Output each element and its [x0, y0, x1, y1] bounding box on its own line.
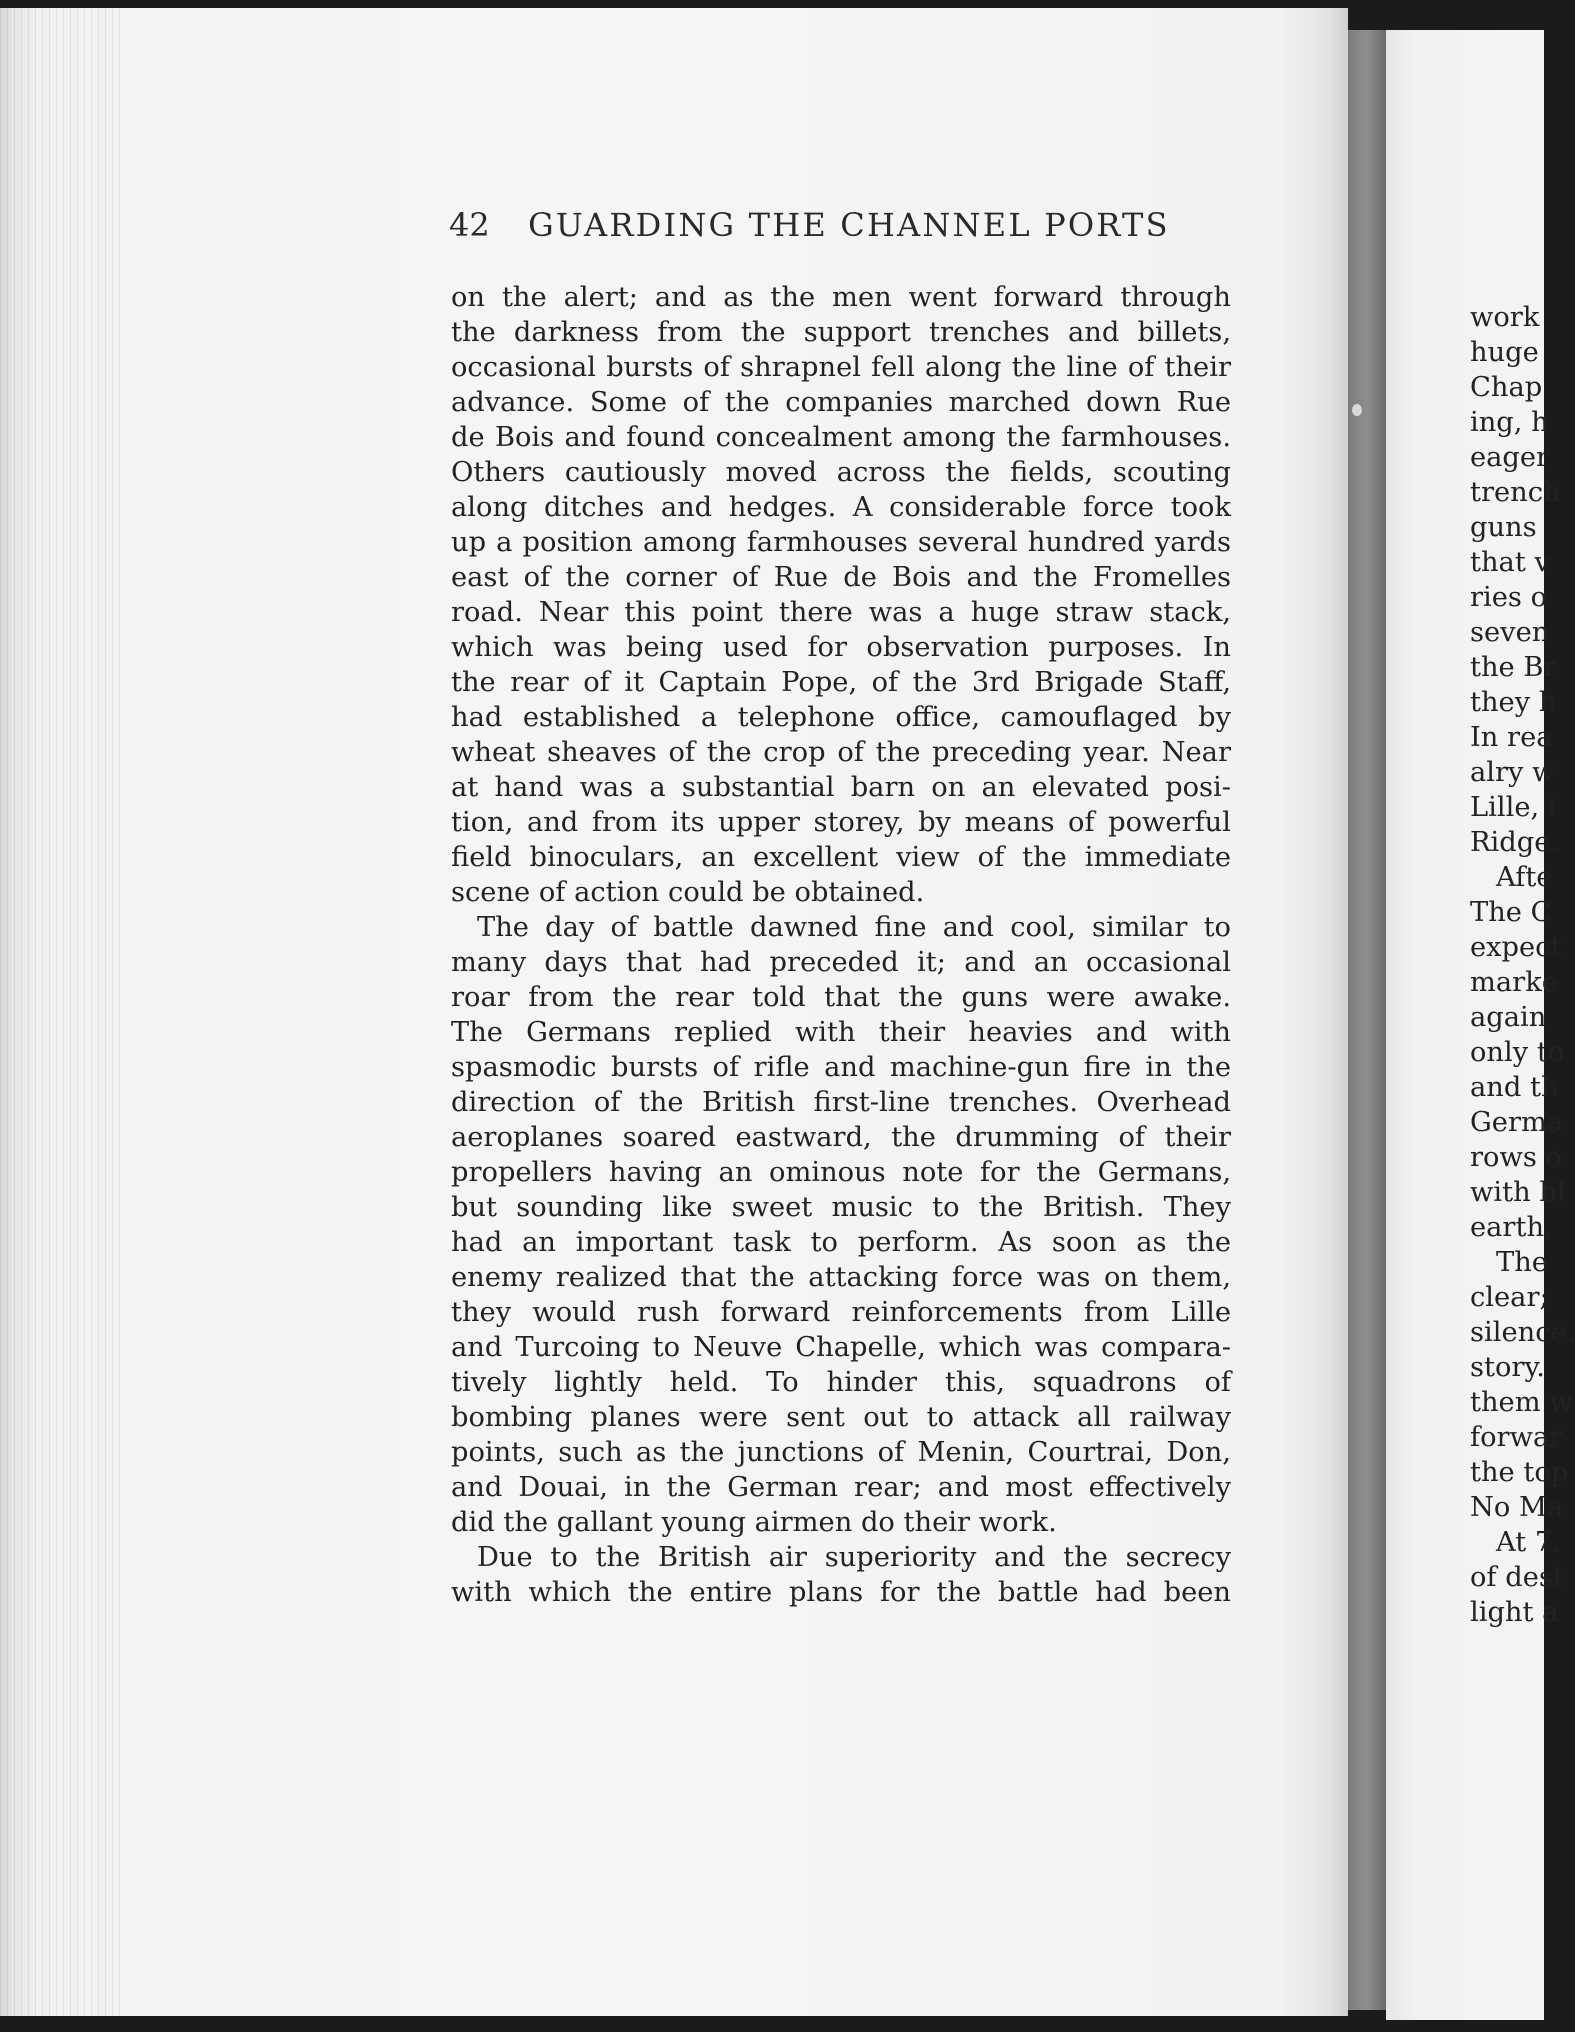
- facing-text-line: Ridge.: [1470, 827, 1560, 858]
- facing-text-line: eager: [1470, 442, 1550, 473]
- text-line: at hand was a substantial barn on an elevated posi-: [451, 772, 1231, 803]
- facing-text-line: with bl: [1470, 1177, 1566, 1208]
- text-line: they would rush forward reinforcements from Lille: [451, 1297, 1231, 1328]
- text-line: on the alert; and as the men went forward through: [451, 282, 1231, 313]
- text-line: did the gallant young airmen do their work.: [451, 1507, 1057, 1538]
- text-line: direction of the British first-line trenches. Overhead: [451, 1087, 1231, 1118]
- running-header: [449, 206, 1170, 244]
- text-line: and Turcoing to Neuve Chapelle, which was compara-: [451, 1332, 1231, 1363]
- text-line: with which the entire plans for the battle had been: [451, 1577, 1231, 1608]
- text-line: road. Near this point there was a huge straw stack,: [451, 597, 1231, 628]
- facing-text-line: In rea: [1470, 722, 1553, 753]
- facing-text-line: expect: [1470, 932, 1562, 963]
- facing-text-line: earth.: [1470, 1212, 1553, 1243]
- facing-text-line: ing, h: [1470, 407, 1549, 438]
- paper-speck: [1352, 404, 1362, 416]
- text-line: aeroplanes soared eastward, the drumming of their: [451, 1122, 1231, 1153]
- facing-text-line: that v: [1470, 547, 1550, 578]
- facing-text-line: alry w: [1470, 757, 1556, 788]
- facing-text-line: Germa: [1470, 1107, 1564, 1138]
- text-line: the darkness from the support trenches and billets,: [451, 317, 1231, 348]
- facing-text-line: trench: [1470, 477, 1561, 508]
- facing-text-line: The C: [1470, 897, 1552, 928]
- text-line: scene of action could be obtained.: [451, 877, 925, 908]
- text-line: The day of battle dawned fine and cool, similar to: [477, 912, 1231, 943]
- text-line: and Douai, in the German rear; and most effectively: [451, 1472, 1231, 1503]
- facing-page-text: [1470, 300, 1575, 1660]
- facing-text-line: At 7.: [1496, 1527, 1561, 1558]
- text-line: but sounding like sweet music to the British. They: [451, 1192, 1231, 1223]
- facing-text-line: silence.: [1470, 1317, 1575, 1348]
- text-line: many days that had preceded it; and an occasional: [451, 947, 1231, 978]
- text-line: advance. Some of the companies marched down Rue: [451, 387, 1231, 418]
- facing-text-line: the Br: [1470, 652, 1557, 683]
- facing-text-line: forwar: [1470, 1422, 1563, 1453]
- text-line: field binoculars, an excellent view of the immediate: [451, 842, 1231, 873]
- text-line: tion, and from its upper storey, by means of powerful: [451, 807, 1231, 838]
- text-line: the rear of it Captain Pope, of the 3rd Brigade Staff,: [451, 667, 1231, 698]
- text-line: propellers having an ominous note for the Germans,: [451, 1157, 1231, 1188]
- facing-text-line: No Ma: [1470, 1492, 1564, 1523]
- facing-text-line: of dest: [1470, 1562, 1564, 1593]
- running-title: GUARDING THE CHANNEL PORTS: [528, 206, 1170, 244]
- facing-text-line: light a: [1470, 1597, 1559, 1628]
- facing-text-line: rows o: [1470, 1142, 1562, 1173]
- facing-text-line: seven: [1470, 617, 1550, 648]
- facing-text-line: Lille, i: [1470, 792, 1557, 823]
- text-line: had an important task to perform. As soon as the: [451, 1227, 1231, 1258]
- facing-text-line: The: [1496, 1247, 1548, 1278]
- facing-text-line: the top: [1470, 1457, 1569, 1488]
- facing-text-line: marke: [1470, 967, 1558, 998]
- facing-text-line: ries o: [1470, 582, 1548, 613]
- text-line: up a position among farmhouses several hundred yards: [451, 527, 1231, 558]
- page-edges: [0, 8, 120, 2016]
- page-number: 42: [449, 206, 490, 244]
- text-line: enemy realized that the attacking force was on them,: [451, 1262, 1231, 1293]
- text-line: roar from the rear told that the guns were awake.: [451, 982, 1231, 1013]
- text-line: de Bois and found concealment among the farmhouses.: [451, 422, 1231, 453]
- text-line: Others cautiously moved across the fields, scouting: [451, 457, 1231, 488]
- text-line: bombing planes were sent out to attack all railway: [451, 1402, 1231, 1433]
- facing-text-line: they h: [1470, 687, 1557, 718]
- text-line: spasmodic bursts of rifle and machine-gun fire in the: [451, 1052, 1231, 1083]
- facing-text-line: Chap: [1470, 372, 1543, 403]
- facing-text-line: only to: [1470, 1037, 1565, 1068]
- facing-text-line: story.: [1470, 1352, 1545, 1383]
- facing-text-line: huge: [1470, 337, 1539, 368]
- facing-text-line: work: [1470, 302, 1540, 333]
- text-line: east of the corner of Rue de Bois and the Fromelles: [451, 562, 1231, 593]
- facing-text-line: again: [1470, 1002, 1547, 1033]
- text-line: tively lightly held. To hinder this, squadrons of: [451, 1367, 1231, 1398]
- facing-text-line: and th: [1470, 1072, 1559, 1103]
- text-line: points, such as the junctions of Menin, Courtrai, Don,: [451, 1437, 1231, 1468]
- facing-text-line: guns: [1470, 512, 1537, 543]
- text-line: Due to the British air superiority and the secrecy: [477, 1542, 1231, 1573]
- text-line: wheat sheaves of the crop of the preceding year. Near: [451, 737, 1231, 768]
- text-line: The Germans replied with their heavies and with: [451, 1017, 1231, 1048]
- text-line: had established a telephone office, camouflaged by: [451, 702, 1231, 733]
- facing-text-line: clear;: [1470, 1282, 1549, 1313]
- page-body: [451, 280, 1231, 1610]
- text-line: which was being used for observation purposes. In: [451, 632, 1231, 663]
- facing-text-line: Afte: [1496, 862, 1553, 893]
- book-gutter: [1348, 30, 1386, 2010]
- text-line: along ditches and hedges. A considerable force took: [451, 492, 1231, 523]
- facing-text-line: them w: [1470, 1387, 1573, 1418]
- text-line: occasional bursts of shrapnel fell along the line of their: [451, 352, 1231, 383]
